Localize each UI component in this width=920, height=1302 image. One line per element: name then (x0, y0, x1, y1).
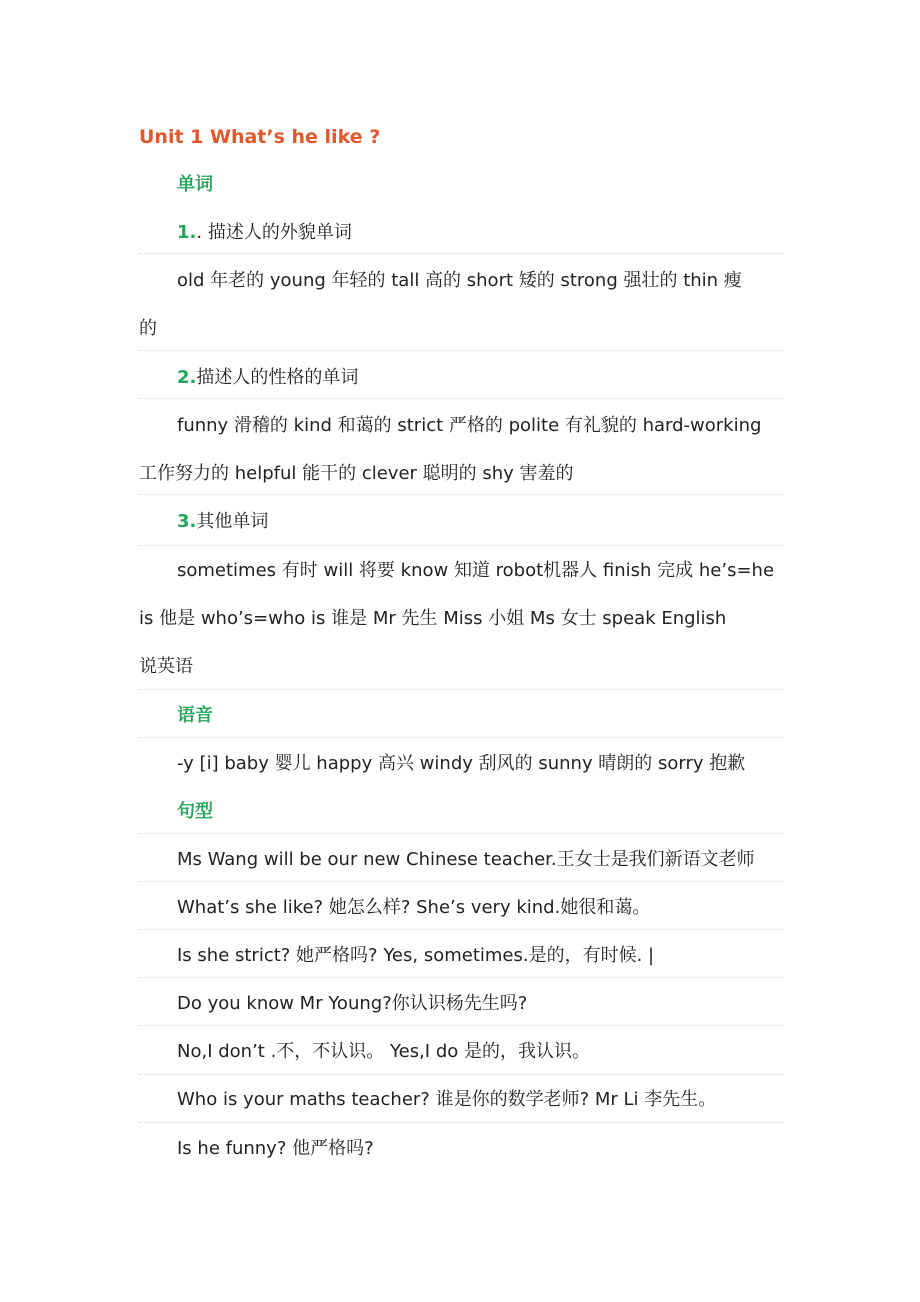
line-divider (139, 350, 783, 351)
line-divider (139, 833, 783, 834)
line-divider (139, 398, 783, 399)
sentence-line-5: No,I don’t .不，不认识。 Yes,I do 是的，我认识。 (177, 1041, 590, 1062)
section-heading-phonics: 语音 (177, 705, 213, 726)
vocab-group-3-number: 3. (177, 511, 197, 532)
section-heading-sentences: 句型 (177, 801, 213, 822)
sentence-line-4: Do you know Mr Young?你认识杨先生吗? (177, 993, 528, 1014)
sentence-line-3: Is she strict? 她严格吗? Yes, sometimes.是的，有时候. | (177, 945, 655, 966)
phonics-line: -y [i] baby 婴儿 happy 高兴 windy 刮风的 sunny 晴朗的 sorry 抱歉 (177, 753, 746, 774)
vocab-group-1-label: . 描述人的外貌单词 (196, 222, 352, 243)
sentence-line-1: Ms Wang will be our new Chinese teacher.王女士是我们新语文老师 (177, 849, 755, 870)
vocab-group-3-line-2: is 他是 who’s=who is 谁是 Mr 先生 Miss 小姐 Ms 女士 speak English (139, 608, 727, 629)
vocab-group-1-line-1: old 年老的 young 年轻的 tall 高的 short 矮的 strong 强壮的 thin 瘦 (177, 270, 742, 291)
vocab-group-1-header (177, 221, 811, 245)
sentence-line-6: Who is your maths teacher? 谁是你的数学老师? Mr Li 李先生。 (177, 1089, 717, 1110)
vocab-group-2-line-1: funny 滑稽的 kind 和蔼的 strict 严格的 polite 有礼貌的 hard-working (177, 415, 762, 436)
line-divider (139, 929, 783, 930)
line-divider (139, 689, 783, 690)
section-heading-vocab: 单词 (177, 174, 213, 195)
line-divider (139, 1122, 783, 1123)
line-divider (139, 1025, 783, 1026)
sentence-line-2: What’s she like? 她怎么样? She’s very kind.她很和蔼。 (177, 897, 651, 918)
vocab-group-2-header (177, 366, 811, 390)
line-divider (139, 494, 783, 495)
sentence-line-7: Is he funny? 他严格吗? (177, 1138, 374, 1159)
vocab-group-2-number: 2. (177, 367, 197, 388)
vocab-group-3-label: 其他单词 (196, 511, 269, 532)
vocab-group-2-line-2: 工作努力的 helpful 能干的 clever 聪明的 shy 害羞的 (139, 463, 574, 484)
line-divider (139, 253, 783, 254)
line-divider (139, 545, 783, 546)
line-divider (139, 1074, 783, 1075)
vocab-group-2-label: 描述人的性格的单词 (196, 367, 359, 388)
line-divider (139, 977, 783, 978)
line-divider (139, 881, 783, 882)
vocab-group-3-header (177, 510, 811, 534)
line-divider (139, 737, 783, 738)
unit-title: Unit 1 What’s he like ? (139, 126, 381, 148)
vocab-group-1-line-2: 的 (139, 318, 157, 339)
vocab-group-1-number: 1. (177, 222, 197, 243)
vocab-group-3-line-3: 说英语 (139, 656, 193, 677)
vocab-group-3-line-1: sometimes 有时 will 将要 know 知道 robot机器人 finish 完成 he’s=he (177, 560, 775, 581)
